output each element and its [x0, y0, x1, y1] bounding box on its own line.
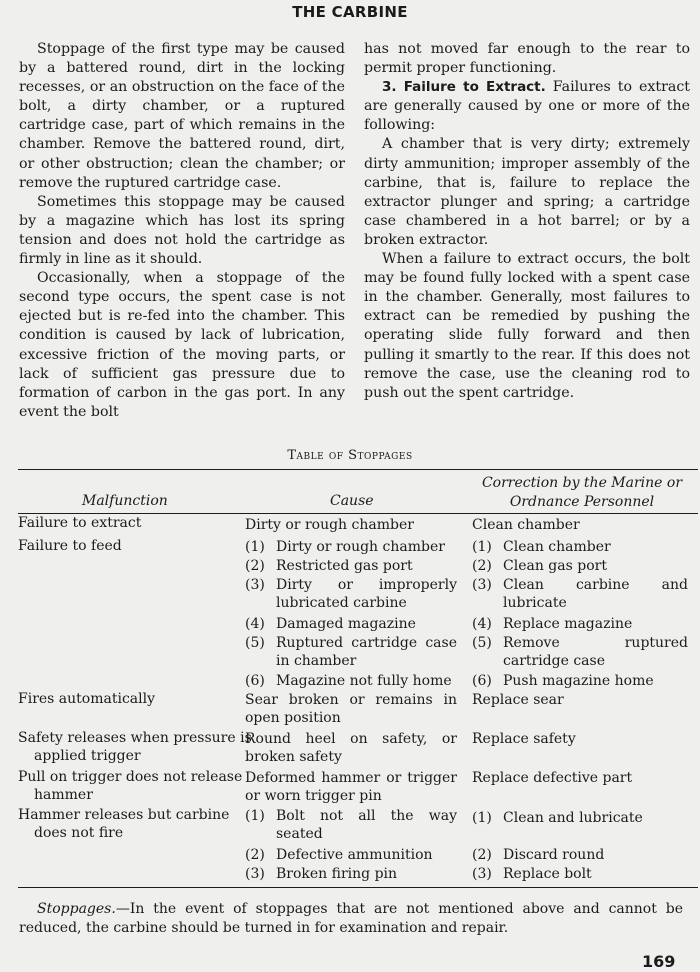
header-cause: Cause [330, 493, 374, 509]
paragraph: Occasionally, when a stoppage of the second type occurs, the spent case is not ejected but is re-fed into the chamber. This condition is caused by lack of lubrication, excessive friction of the moving parts, or lack of sufficient gas pressure due to formation of carbon in the gas port. In any event the bolt [19, 270, 345, 420]
malfunction-cell: Failure to extract [18, 515, 142, 531]
cause-item-number: (3) [245, 577, 265, 593]
left-column [19, 40, 345, 422]
correction-item-number: (5) [472, 635, 492, 651]
cause-item [245, 557, 457, 575]
cause-item-text: Magazine not fully home [276, 673, 452, 689]
correction-item-text: Replace sear [472, 692, 564, 708]
cause-item-number: (1) [245, 539, 265, 555]
cause-item-number: (4) [245, 616, 265, 632]
cause-item-text: Dirty or rough chamber [276, 539, 445, 555]
correction-item-number: (3) [472, 577, 492, 593]
section-paragraph [364, 78, 690, 135]
correction-item [472, 730, 688, 748]
correction-item-text: Replace safety [472, 731, 576, 747]
correction-item-number: (1) [472, 539, 492, 555]
table-title [0, 448, 700, 463]
cause-item-text: Defective ammunition [276, 847, 433, 863]
malfunction-cell: Safety releases when pressure is applied trigger [18, 730, 252, 764]
cause-item [245, 576, 457, 612]
correction-item-text: Clean chamber [472, 517, 580, 533]
cause-item-text: Round heel on safety, or broken safety [245, 731, 457, 765]
paragraph: A chamber that is very dirty; extremely dirty ammunition; improper assembly of the carbine, that is, failure to replace the extractor plunger and spring; a cartridge case chambered in a hot barrel; or by a broken extractor. [364, 136, 690, 248]
correction-item-text: Discard round [503, 847, 605, 863]
cause-item-text: Dirty or rough chamber [245, 517, 414, 533]
cause-item-text: Restricted gas port [276, 558, 413, 574]
cause-item [245, 846, 457, 864]
correction-item-text: Clean gas port [503, 558, 607, 574]
correction-item [472, 672, 688, 690]
section-heading: 3. Failure to Extract. [382, 79, 546, 96]
correction-item-number: (4) [472, 616, 492, 632]
malfunction-cell: Hammer releases but carbine does not fire [18, 807, 230, 841]
correction-item-number: (6) [472, 673, 492, 689]
correction-item-text: Replace magazine [503, 616, 633, 632]
table-bottom-rule [18, 887, 698, 888]
correction-item-text: Push magazine home [503, 673, 654, 689]
correction-item-number: (2) [472, 847, 492, 863]
paragraph: Sometimes this stoppage may be caused by a magazine which has lost its spring tension and does not hold the cartridge as firmly in line as it should. [19, 193, 345, 268]
correction-item [472, 769, 688, 787]
cause-item-text: Dirty or improperly lubricated carbine [276, 577, 457, 611]
correction-item [472, 538, 688, 556]
cause-item [245, 807, 457, 843]
page-number: 169 [642, 952, 676, 971]
cause-item-text: Damaged magazine [276, 616, 416, 632]
cause-item-text: Sear broken or remains in open position [245, 692, 457, 726]
malfunction-cell: Pull on trigger does not release hammer [18, 769, 243, 803]
correction-item-text: Remove ruptured cartridge case [503, 635, 688, 669]
cause-item [245, 691, 457, 727]
table-top-rule [18, 469, 698, 470]
cause-item [245, 865, 457, 883]
cause-item-text: Ruptured cartridge case in chamber [276, 635, 457, 669]
correction-item-number: (2) [472, 558, 492, 574]
correction-item-text: Clean carbine and lubricate [503, 577, 688, 611]
paragraph: Stoppage of the first type may be caused by a battered round, dirt in the locking recesses, or an obstruction on the face of the bolt, a dirty chamber, or a ruptured cartridge case, part of which remains in the chamber. Remove the battered round, dirt, or other obstruction; clean the chamber; or remove the ruptured cartridge case. [19, 41, 345, 191]
correction-item-text: Clean chamber [503, 539, 611, 555]
cause-item-number: (2) [245, 558, 265, 574]
correction-item [472, 576, 688, 612]
correction-item [472, 809, 688, 827]
cause-item [245, 615, 457, 633]
cause-item [245, 634, 457, 670]
cause-item [245, 538, 457, 556]
correction-item-text: Replace defective part [472, 770, 633, 786]
header-correction: Correction by the Marine or Ordnance Personnel [481, 475, 683, 510]
cause-item-number: (6) [245, 673, 265, 689]
cause-item-number: (3) [245, 866, 265, 882]
correction-item [472, 634, 688, 670]
header-malfunction: Malfunction [82, 493, 168, 509]
cause-item-number: (1) [245, 808, 265, 824]
correction-item-text: Clean and lubricate [503, 810, 643, 826]
correction-item-text: Replace bolt [503, 866, 592, 882]
malfunction-cell: Fires automatically [18, 691, 155, 707]
paragraph: When a failure to extract occurs, the bolt may be found fully locked with a spent case in the chamber. Generally, most failures to extract can be remedied by pushing the operating slide fully forward and then pulling it smartly to the rear. If this does not remove the case, use the cleaning rod to push out the spent cartridge. [364, 251, 690, 401]
footnote [19, 900, 683, 938]
cause-item-number: (5) [245, 635, 265, 651]
cause-item [245, 769, 457, 805]
right-column [364, 40, 690, 403]
correction-item-number: (1) [472, 810, 492, 826]
paragraph: has not moved far enough to the rear to permit proper functioning. [364, 41, 690, 77]
cause-item [245, 672, 457, 690]
correction-item [472, 865, 688, 883]
cause-item-number: (2) [245, 847, 265, 863]
table-title-text: Table of Stoppages [287, 448, 413, 463]
malfunction-cell: Failure to feed [18, 538, 122, 554]
cause-item-text: Bolt not all the way seated [276, 808, 457, 842]
page-header: THE CARBINE [292, 3, 408, 21]
footnote-text: —In the event of stoppages that are not mentioned above and cannot be reduced, the carbine should be turned in for examination and repair. [19, 901, 683, 936]
cause-item [245, 516, 457, 534]
correction-item-number: (3) [472, 866, 492, 882]
footnote-lead: Stoppages. [37, 901, 116, 917]
cause-item-text: Broken firing pin [276, 866, 398, 882]
correction-item [472, 691, 688, 709]
cause-item [245, 730, 457, 766]
correction-item [472, 846, 688, 864]
correction-item [472, 557, 688, 575]
correction-item [472, 516, 688, 534]
paragraph-text: Failures to extract are generally caused by one or more of the following: [364, 79, 690, 134]
cause-item-text: Deformed hammer or trigger or worn trigger pin [245, 770, 457, 804]
correction-item [472, 615, 688, 633]
